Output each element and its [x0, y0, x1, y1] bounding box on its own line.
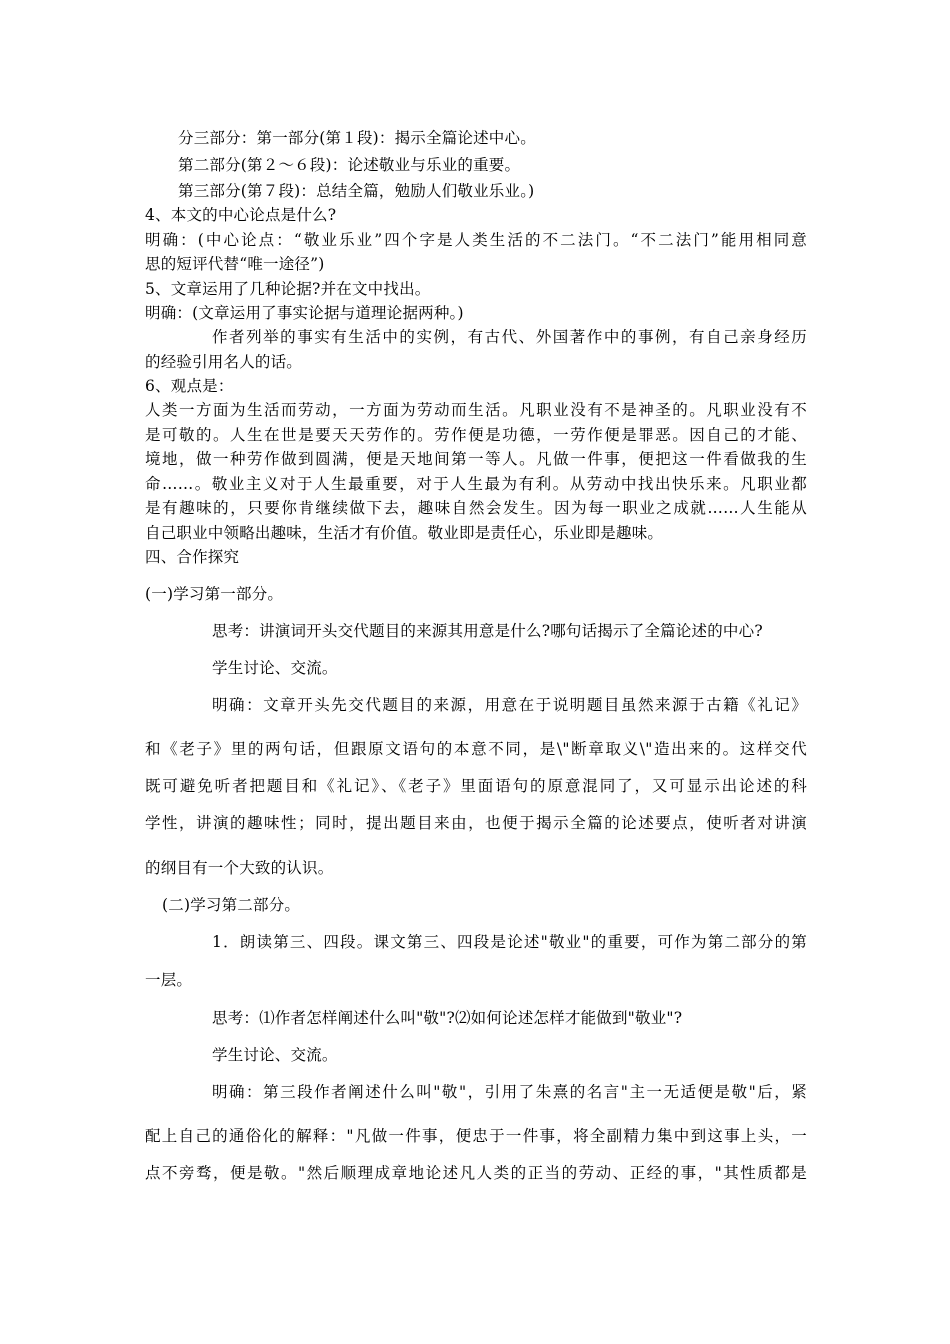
text-line: 第三部分(第７段)：总结全篇，勉励人们敬业乐业。): [178, 182, 535, 200]
text-line: 命……。敬业主义对于人生最重要，对于人生最为有利。从劳动中找出快乐来。凡职业都: [145, 475, 807, 493]
text-line: 思考：讲演词开头交代题目的来源其用意是什么?哪句话揭示了全篇论述的中心?: [212, 622, 763, 640]
text-line: 点不旁骛，便是敬。"然后顺理成章地论述凡人类的正当的劳动、正经的事，"其性质都是: [145, 1164, 807, 1182]
subsection-heading: (二)学习第二部分。: [162, 896, 301, 914]
text-line: 明确：第三段作者阐述什么叫"敬"，引用了朱熹的名言"主一无适便是敬"后，紧: [212, 1083, 807, 1101]
question-heading: 5、文章运用了几种论据?并在文中找出。: [145, 280, 431, 298]
text-line: 作者列举的事实有生活中的实例，有古代、外国著作中的事例，有自己亲身经历: [212, 328, 807, 346]
text-line: 既可避免听者把题目和《礼记》、《老子》里面语句的原意混同了，又可显示出论述的科: [145, 777, 807, 795]
text-line: 自己职业中领略出趣味，生活才有价值。敬业即是责任心，乐业即是趣味。: [145, 524, 664, 542]
text-line: 学生讨论、交流。: [212, 659, 338, 677]
question-heading: 6、观点是：: [145, 377, 234, 395]
text-line: 第二部分(第２～６段)：论述敬业与乐业的重要。: [178, 156, 521, 174]
question-heading: 4、本文的中心论点是什么?: [145, 206, 337, 224]
text-line: 和《老子》里的两句话，但跟原文语句的本意不同，是\"断章取义\"造出来的。这样交代: [145, 740, 807, 758]
text-line: 学生讨论、交流。: [212, 1046, 338, 1064]
text-line: 一层。: [145, 971, 193, 989]
text-line: 1．朗读第三、四段。课文第三、四段是论述"敬业"的重要，可作为第二部分的第: [212, 933, 807, 951]
text-line: 的纲目有一个大致的认识。: [145, 859, 334, 877]
text-line: 明确：文章开头先交代题目的来源，用意在于说明题目虽然来源于古籍《礼记》: [212, 696, 807, 714]
text-line: 的经验引用名人的话。: [145, 353, 303, 371]
text-line: 学性，讲演的趣味性；同时，提出题目来由，也便于揭示全篇的论述要点，使听者对讲演: [145, 814, 807, 832]
text-line: 是可敬的。人生在世是要天天劳作的。劳作便是功德，一劳作便是罪恶。因自己的才能、: [145, 426, 807, 444]
text-line: 人类一方面为生活而劳动，一方面为劳动而生活。凡职业没有不是神圣的。凡职业没有不: [145, 401, 807, 419]
text-line: 思的短评代替“唯一途径”): [145, 255, 325, 273]
subsection-heading: (一)学习第一部分。: [145, 585, 284, 603]
text-line: 是有趣味的，只要你肯继续做下去，趣味自然会发生。因为每一职业之成就……人生能从: [145, 499, 807, 517]
text-line: 明确：(中心论点：“敬业乐业”四个字是人类生活的不二法门。“不二法门”能用相同意: [145, 231, 807, 249]
text-line: 配上自己的通俗化的解释："凡做一件事，便忠于一件事，将全副精力集中到这事上头，一: [145, 1127, 807, 1145]
text-line: 分三部分：第一部分(第１段)：揭示全篇论述中心。: [178, 129, 536, 147]
section-heading: 四、合作探究: [145, 548, 240, 566]
text-line: 境地，做一种劳作做到圆满，便是天地间第一等人。凡做一件事，便把这一件看做我的生: [145, 450, 807, 468]
text-line: 思考：⑴作者怎样阐述什么叫"敬"?⑵如何论述怎样才能做到"敬业"?: [212, 1009, 683, 1027]
text-line: 明确：(文章运用了事实论据与道理论据两种。): [145, 304, 464, 322]
